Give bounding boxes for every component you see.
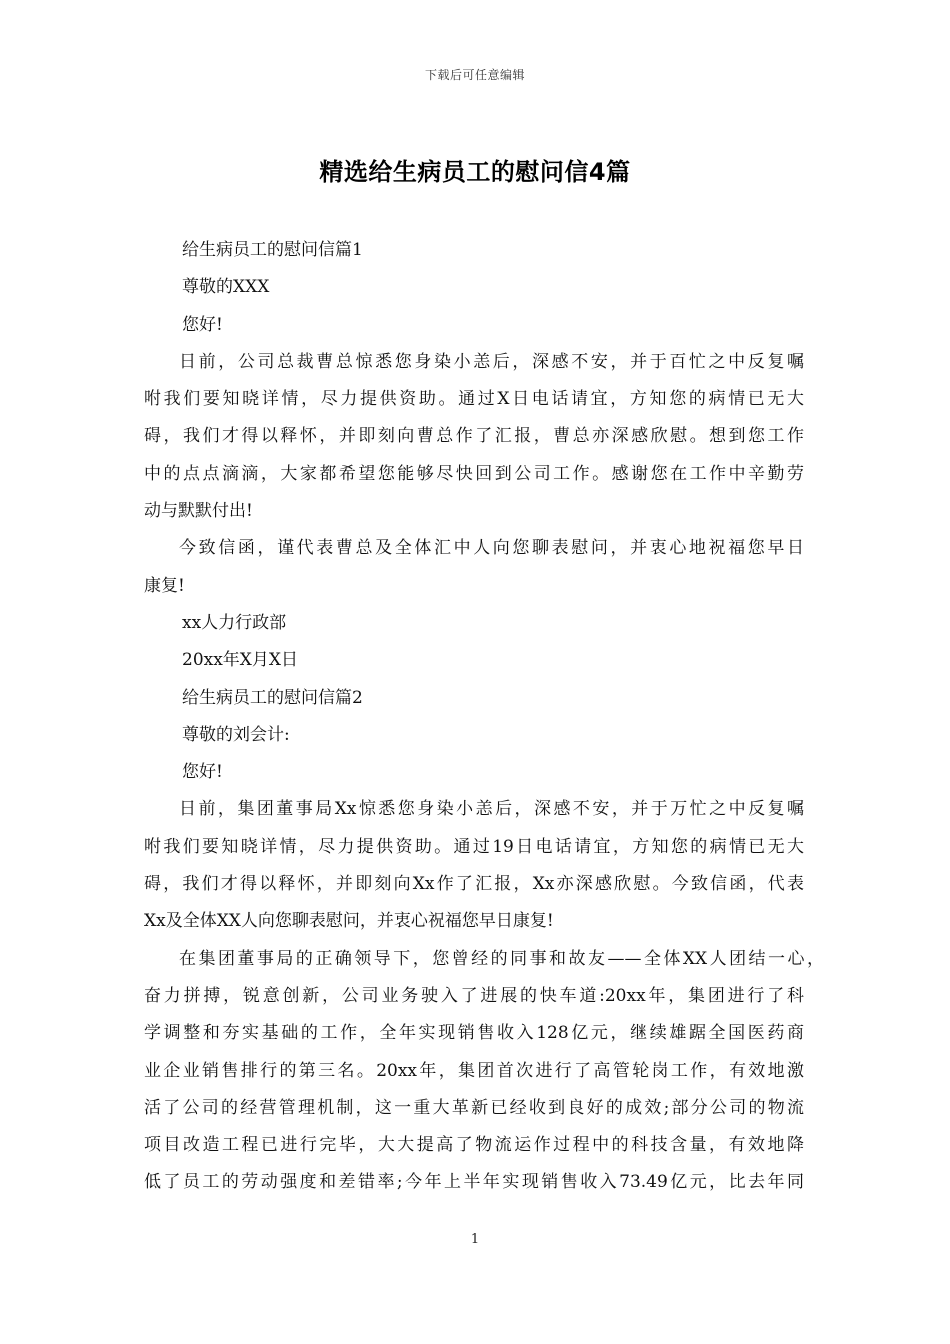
text-line: 尊敬的刘会计: [182, 724, 290, 745]
text-line: 尊敬的XXX [182, 277, 270, 298]
text-line: 咐我们要知晓详情，尽力提供资助。通过X日电话请宜，方知您的病情已无大 [144, 389, 804, 410]
text-line: 动与默默付出! [144, 501, 253, 522]
text-line: 日前，集团董事局Xx惊悉您身染小恙后，深感不安，并于万忙之中反复嘱 [179, 799, 804, 820]
text-line: 康复! [144, 575, 185, 596]
header-note: 下载后可任意编辑 [424, 68, 525, 82]
text-line: 日前，公司总裁曹总惊悉您身染小恙后，深感不安，并于百忙之中反复嘱 [179, 351, 804, 372]
text-line: 20xx年X月X日 [182, 650, 299, 671]
text-line: 碍，我们才得以释怀，并即刻向曹总作了汇报，曹总亦深感欣慰。想到您工作 [144, 426, 804, 447]
text-line: 项目改造工程已进行完毕，大大提高了物流运作过程中的科技含量，有效地降 [144, 1135, 804, 1156]
text-line: 在集团董事局的正确领导下，您曾经的同事和故友——全体XX人团结一心， [179, 948, 824, 969]
text-line: 学调整和夯实基础的工作，全年实现销售收入128亿元，继续雄踞全国医药商 [144, 1023, 804, 1044]
text-line: 您好! [182, 762, 223, 783]
text-line: Xx及全体XX人向您聊表慰问，并衷心祝福您早日康复! [144, 911, 554, 932]
text-line: 碍，我们才得以释怀，并即刻向Xx作了汇报，Xx亦深感欣慰。今致信函，代表 [144, 874, 804, 895]
text-line: 咐我们要知晓详情，尽力提供资助。通过19日电话请宜，方知您的病情已无大 [144, 836, 804, 857]
text-line: 今致信函，谨代表曹总及全体汇中人向您聊表慰问，并衷心地祝福您早日 [179, 538, 804, 559]
document-body [144, 232, 824, 1202]
text-line: 低了员工的劳动强度和差错率;今年上半年实现销售收入73.49亿元，比去年同 [144, 1172, 804, 1193]
text-line: xx人力行政部 [182, 612, 287, 633]
document-title: 精选给生病员工的慰问信4篇 [319, 158, 631, 186]
text-line: 业企业销售排行的第三名。20xx年，集团首次进行了高管轮岗工作，有效地激 [144, 1060, 804, 1081]
text-line: 给生病员工的慰问信篇1 [182, 240, 363, 260]
text-line: 给生病员工的慰问信篇2 [182, 687, 363, 708]
text-line: 您好! [182, 314, 223, 335]
text-line: 奋力拼搏，锐意创新，公司业务驶入了进展的快车道:20xx年，集团进行了科 [144, 985, 804, 1006]
text-line: 中的点点滴滴，大家都希望您能够尽快回到公司工作。感谢您在工作中辛勤劳 [144, 463, 804, 484]
page-number: 1 [470, 1232, 480, 1247]
text-line: 活了公司的经营管理机制，这一重大革新已经收到良好的成效;部分公司的物流 [144, 1097, 804, 1118]
